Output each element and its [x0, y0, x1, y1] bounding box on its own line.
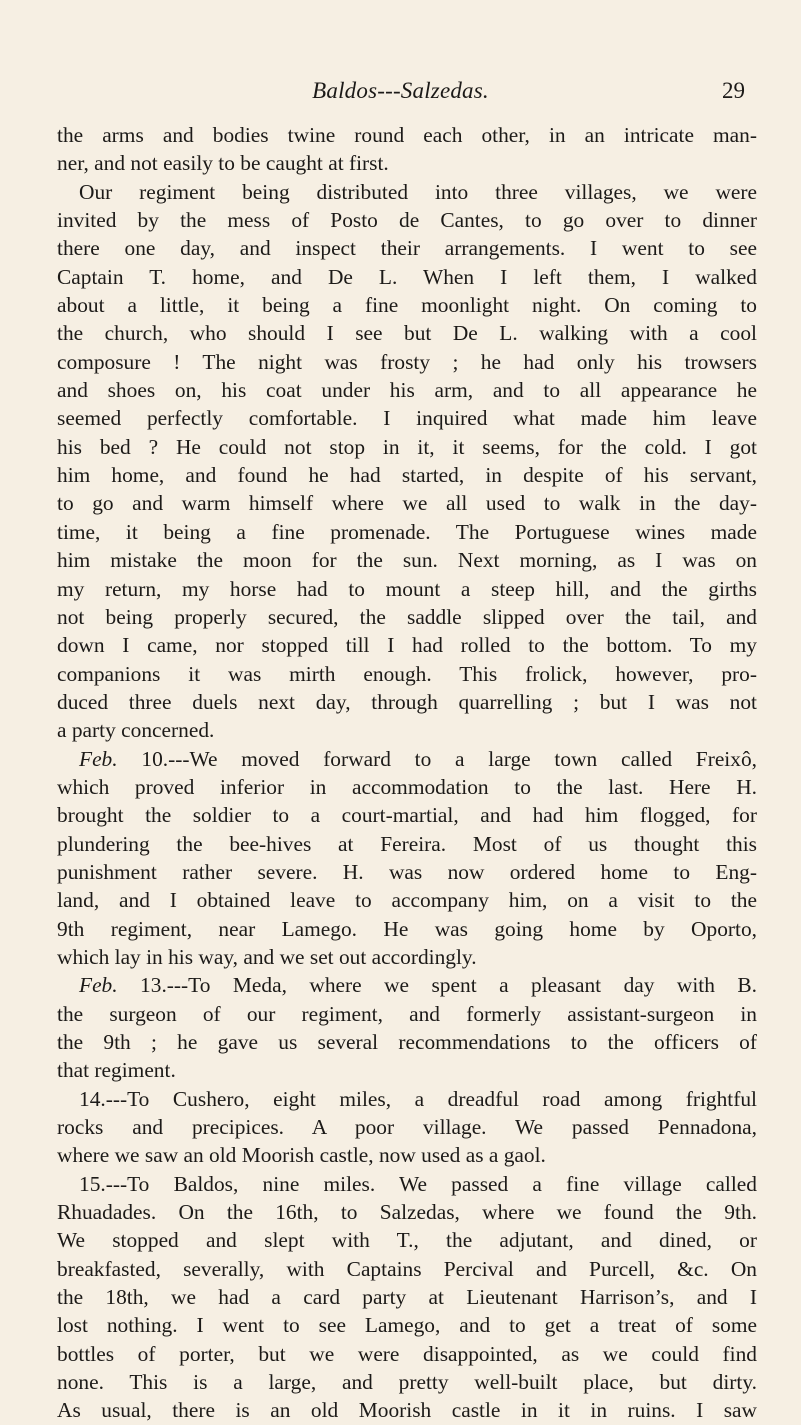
line-text: Rhuadades. On the 16th, to Salzedas, where we found the 9th.	[57, 1200, 757, 1225]
line-text: and shoes on, his coat under his arm, and to all appearance he	[57, 378, 757, 403]
text-line	[57, 1368, 757, 1396]
text-line	[57, 433, 757, 461]
line-text: about a little, it being a fine moonlight night. On coming to	[57, 293, 757, 318]
line-text: the 18th, we had a card party at Lieutenant Harrison’s, and I	[57, 1285, 757, 1310]
text-line	[57, 773, 757, 801]
text-line	[57, 234, 757, 262]
text-line	[57, 1141, 757, 1169]
text-line	[57, 971, 757, 999]
line-text: the arms and bodies twine round each other, in an intricate man-	[57, 123, 757, 147]
line-text: brought the soldier to a court-martial, and had him flogged, for	[57, 803, 757, 828]
text-line	[57, 1226, 757, 1254]
line-text: Captain T. home, and De L. When I left them, I walked	[57, 264, 757, 289]
line-text: 14.---To Cushero, eight miles, a dreadful road among frightful	[79, 1086, 757, 1111]
line-text: time, it being a fine promenade. The Portuguese wines made	[57, 519, 757, 544]
line-text: duced three duels next day, through quarrelling ; but I was not	[57, 689, 757, 714]
text-line	[57, 1170, 757, 1198]
line-text: which lay in his way, and we set out accordingly.	[57, 944, 477, 969]
text-line	[57, 461, 757, 489]
text-line	[57, 603, 757, 631]
text-line	[57, 915, 757, 943]
text-line	[57, 489, 757, 517]
line-text: Our regiment being distributed into three villages, we were	[79, 179, 757, 204]
text-line	[57, 149, 757, 177]
text-line	[57, 1085, 757, 1113]
line-text: none. This is a large, and pretty well-built place, but dirty.	[57, 1370, 757, 1395]
line-text: ner, and not easily to be caught at first.	[57, 151, 389, 176]
text-line	[57, 121, 757, 149]
line-text: seemed perfectly comfortable. I inquired what made him leave	[57, 406, 757, 431]
line-text: composure ! The night was frosty ; he had only his trowsers	[57, 349, 757, 374]
line-text: where we saw an old Moorish castle, now used as a gaol.	[57, 1143, 546, 1168]
running-title: Baldos---Salzedas.	[312, 78, 489, 103]
line-text: invited by the mess of Posto de Cantes, to go over to dinner	[57, 208, 757, 233]
text-line	[57, 688, 757, 716]
line-text: my return, my horse had to mount a steep hill, and the girths	[57, 576, 757, 601]
date-lead: Feb.	[79, 973, 118, 998]
date-lead: Feb.	[79, 746, 118, 771]
text-line	[57, 1113, 757, 1141]
line-text: 10.---We moved forward to a large town called Freixô,	[117, 746, 757, 771]
text-line	[57, 575, 757, 603]
line-text: the 9th ; he gave us several recommendations to the officers of	[57, 1030, 757, 1054]
text-line	[57, 1000, 757, 1028]
text-line	[57, 801, 757, 829]
text-line	[57, 206, 757, 234]
line-text: not being properly secured, the saddle slipped over the tail, and	[57, 604, 757, 629]
line-text: 15.---To Baldos, nine miles. We passed a fine village called	[79, 1171, 757, 1196]
line-text: that regiment.	[57, 1058, 176, 1083]
line-text: punishment rather severe. H. was now ordered home to Eng-	[57, 859, 757, 884]
line-text: lost nothing. I went to see Lamego, and to get a treat of some	[57, 1313, 757, 1338]
line-text: bottles of porter, but we were disappointed, as we could find	[57, 1341, 757, 1366]
text-line	[57, 263, 757, 291]
line-text: down I came, nor stopped till I had rolled to the bottom. To my	[57, 633, 757, 658]
line-text: plundering the bee-hives at Fereira. Most of us thought this	[57, 831, 757, 856]
text-line	[57, 319, 757, 347]
line-text: companions it was mirth enough. This frolick, however, pro-	[57, 661, 757, 686]
text-line	[57, 858, 757, 886]
text-line	[57, 1198, 757, 1226]
running-head	[0, 78, 801, 108]
text-line	[57, 376, 757, 404]
text-line	[57, 518, 757, 546]
text-line	[57, 1028, 757, 1056]
text-line	[57, 348, 757, 376]
text-line	[57, 1283, 757, 1311]
text-line	[57, 745, 757, 773]
text-line	[57, 546, 757, 574]
text-line	[57, 943, 757, 971]
text-line	[57, 1396, 757, 1424]
text-line	[57, 178, 757, 206]
line-text: breakfasted, severally, with Captains Percival and Purcell, &c. On	[57, 1256, 757, 1281]
text-line	[57, 716, 757, 744]
line-text: rocks and precipices. A poor village. We passed Pennadona,	[57, 1115, 757, 1140]
line-text: We stopped and slept with T., the adjutant, and dined, or	[57, 1228, 757, 1253]
line-text: the surgeon of our regiment, and formerly assistant-surgeon in	[57, 1001, 757, 1026]
line-text: there one day, and inspect their arrangements. I went to see	[57, 236, 757, 261]
line-text: which proved inferior in accommodation to the last. Here H.	[57, 774, 757, 799]
line-text: 13.---To Meda, where we spent a pleasant day with B.	[117, 973, 757, 998]
line-text: him mistake the moon for the sun. Next morning, as I was on	[57, 548, 757, 573]
text-line	[57, 886, 757, 914]
text-line	[57, 1311, 757, 1339]
text-line	[57, 830, 757, 858]
line-text: the church, who should I see but De L. walking with a cool	[57, 321, 757, 346]
line-text: a party concerned.	[57, 718, 215, 743]
line-text: land, and I obtained leave to accompany him, on a visit to the	[57, 888, 757, 913]
line-text: him home, and found he had started, in despite of his servant,	[57, 463, 757, 488]
text-line	[57, 660, 757, 688]
text-line	[57, 1056, 757, 1084]
text-line	[57, 1340, 757, 1368]
line-text: to go and warm himself where we all used to walk in the day-	[57, 491, 757, 516]
text-line	[57, 291, 757, 319]
page-number: 29	[722, 78, 745, 103]
text-line	[57, 1255, 757, 1283]
body-text	[57, 121, 757, 1425]
text-line	[57, 404, 757, 432]
line-text: 9th regiment, near Lamego. He was going home by Oporto,	[57, 916, 757, 941]
line-text: his bed ? He could not stop in it, it seems, for the cold. I got	[57, 434, 757, 459]
line-text: As usual, there is an old Moorish castle in it in ruins. I saw	[57, 1398, 757, 1423]
text-line	[57, 631, 757, 659]
